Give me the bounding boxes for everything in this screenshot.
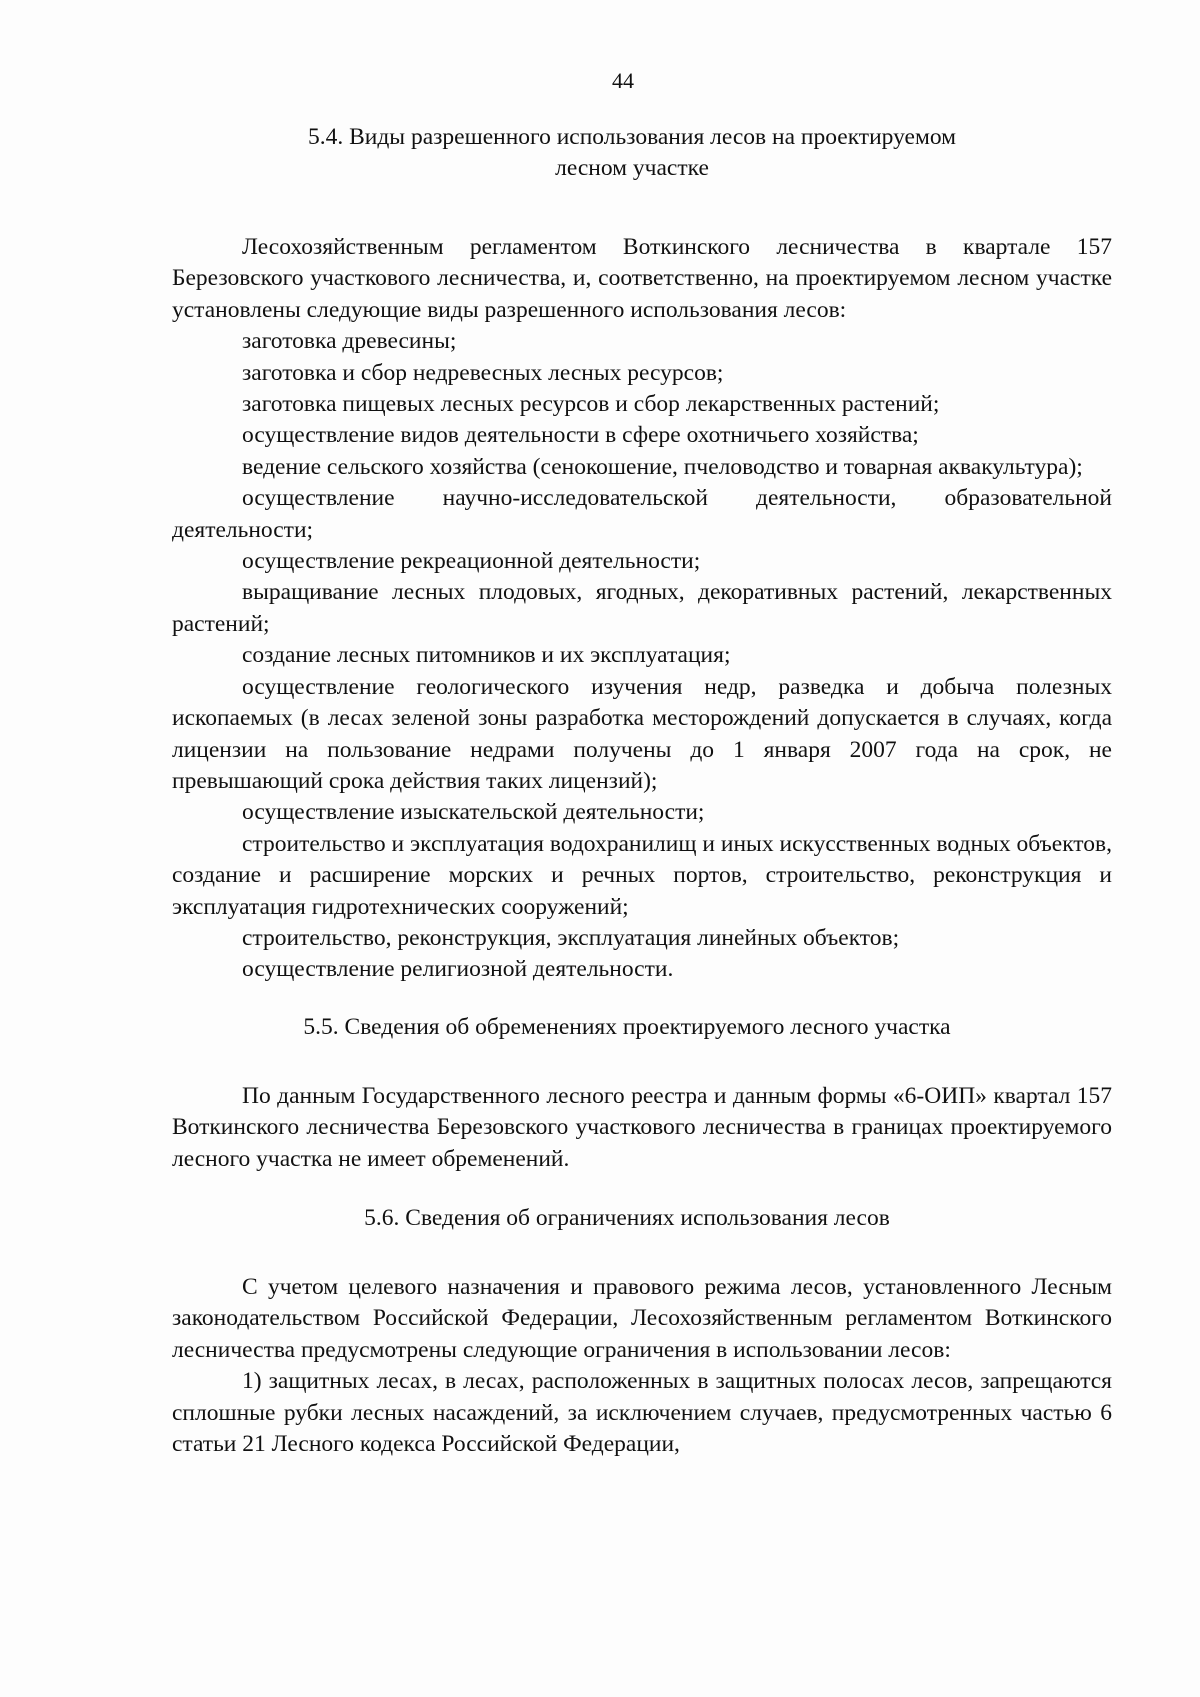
section-5-6-item-1: 1) защитных лесах, в лесах, расположенных в защитных полосах лесов, запрещаются сплошные рубки лесных насаждений, за исключением случаев, предусмотренных частью 6 статьи 21 Лесного кодекса Российской Федерации, (172, 1368, 1112, 1457)
list-item: осуществление геологического изучения недр, разведка и добыча полезных ископаемых (в лесах зеленой зоны разработка месторождений допускается в случаях, когда лицензии на пользование недрами получены до 1 января 2007 года на срок, не превышающий срока действия таких лицензий); (172, 673, 1112, 794)
section-5-4-intro: Лесохозяйственным регламентом Воткинского лесничества в квартале 157 Березовского участкового лесничества, и, соответственно, на проектируемом лесном участке установлены следующие виды разрешенного использования лесов: (172, 234, 1112, 323)
section-5-6-text: С учетом целевого назначения и правового режима лесов, установленного Лесным законодательством Российской Федерации, Лесохозяйственным регламентом Воткинского лесничества предусмотрены следующие ограничения в использовании лесов: (172, 1273, 1112, 1363)
section-5-4-title-line-2: лесном участке (555, 155, 709, 181)
list-item: заготовка пищевых лесных ресурсов и сбор лекарственных растений; (242, 391, 940, 418)
list-item: строительство и эксплуатация водохранилищ и иных искусственных водных объектов, создание и расширение морских и речных портов, строительство, реконструкция и эксплуатация гидротехнических сооружений; (172, 830, 1112, 920)
section-5-5-text: По данным Государственного лесного реестра и данным формы «6-ОИП» квартал 157 Воткинского лесничества Березовского участкового лесничества в границах проектируемого лесного участка не имеет обременений. (172, 1082, 1112, 1172)
list-item: осуществление видов деятельности в сфере охотничьего хозяйства; (242, 422, 919, 449)
page-number: 44 (612, 68, 634, 93)
list-item: строительство, реконструкция, эксплуатация линейных объектов; (242, 924, 900, 951)
list-item: ведение сельского хозяйства (сенокошение, пчеловодство и товарная аквакультура); (242, 453, 1083, 480)
list-item: создание лесных питомников и их эксплуатация; (242, 642, 731, 669)
list-item: осуществление рекреационной деятельности; (242, 548, 701, 575)
section-5-5-heading: 5.5. Сведения об обременениях проектируемого лесного участка (303, 1013, 951, 1040)
list-item: осуществление изыскательской деятельности; (242, 799, 705, 826)
list-item: осуществление научно-исследовательской деятельности, образовательной деятельности; (172, 485, 1112, 543)
section-5-4-heading (152, 122, 1112, 184)
section-5-4-title-line-1: 5.4. Виды разрешенного использования лесов на проектируемом (307, 124, 957, 150)
section-5-6-heading: 5.6. Сведения об ограничениях использования лесов (364, 1204, 890, 1231)
list-item: заготовка и сбор недревесных лесных ресурсов; (242, 359, 724, 386)
list-item: выращивание лесных плодовых, ягодных, декоративных растений, лекарственных растений; (172, 579, 1112, 637)
list-item: заготовка древесины; (242, 328, 457, 355)
list-item: осуществление религиозной деятельности. (242, 956, 674, 983)
permitted-uses-list (172, 326, 1112, 986)
